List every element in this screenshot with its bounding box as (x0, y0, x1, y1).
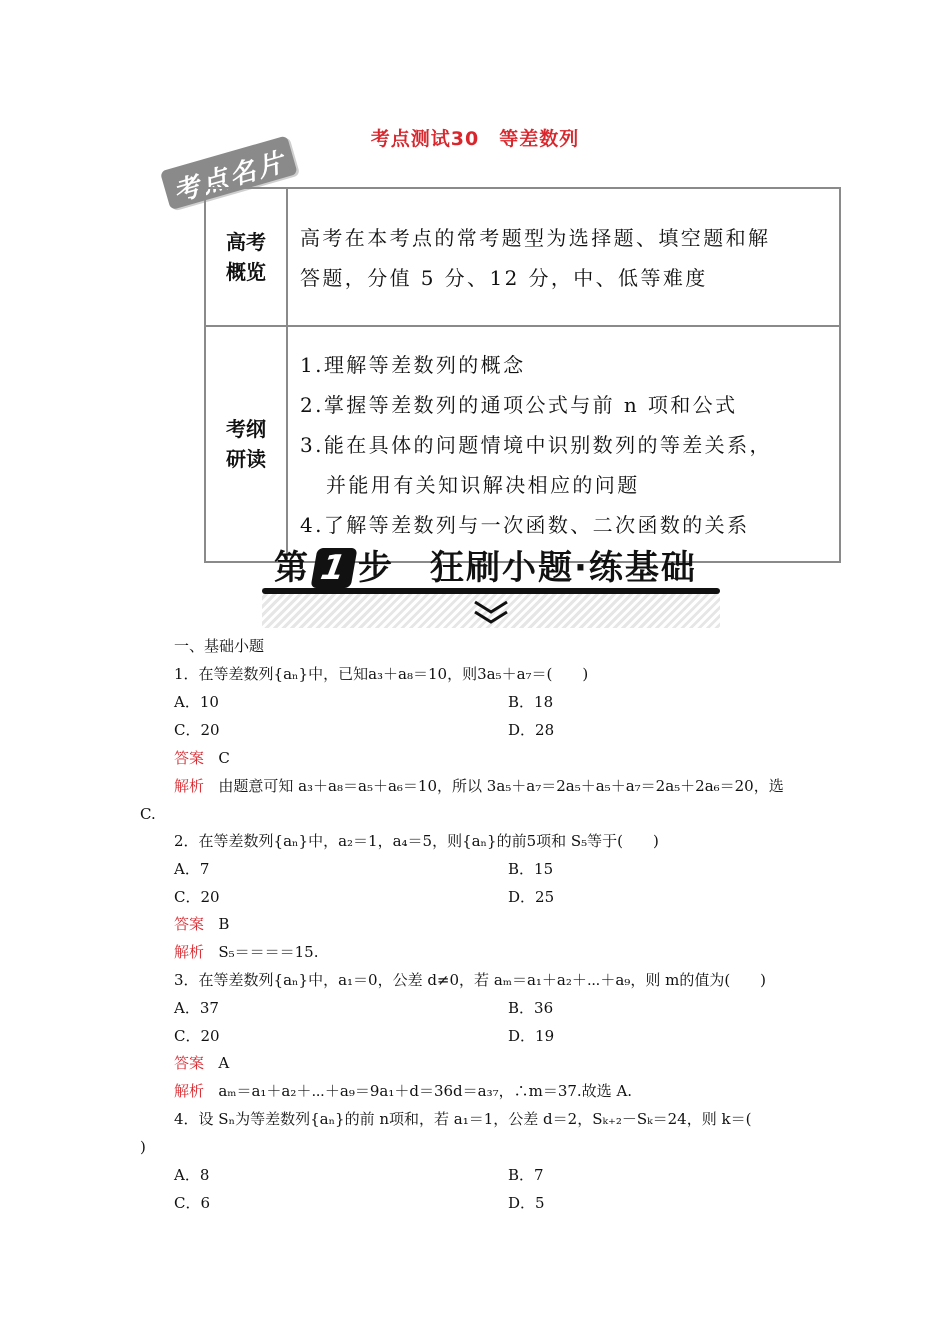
double-chevron-down-icon (471, 598, 511, 628)
q1-analysis-tail: C. (140, 805, 156, 823)
syllabus-item: 1.理解等差数列的概念 (300, 353, 526, 377)
question-1-stem: 1．在等差数列{aₙ}中，已知a₃＋a₈＝10，则3a₅＋a₇＝( ) (174, 665, 589, 683)
q2-option-d: D．25 (508, 888, 555, 906)
syllabus-item: 3.能在具体的问题情境中识别数列的等差关系， (300, 433, 772, 457)
q3-option-d: D．19 (508, 1027, 555, 1045)
step-number: 1 (310, 548, 357, 588)
q1-answer: 答案 C (174, 749, 230, 767)
overview-header-2: 考纲 研读 (205, 326, 287, 562)
q1-option-a: A．10 (174, 693, 219, 711)
q1-option-c: C．20 (174, 721, 220, 739)
q2-option-c: C．20 (174, 888, 220, 906)
overview-content-2 (287, 326, 840, 562)
q2-option-a: A．7 (174, 860, 210, 878)
page-title: 考点测试30 等差数列 (370, 128, 580, 150)
q3-option-a: A．37 (174, 999, 219, 1017)
syllabus-item: 2.掌握等差数列的通项公式与前 n 项和公式 (300, 393, 738, 417)
q3-analysis: 解析 aₘ＝a₁＋a₂＋⋯＋a₉＝9a₁＋d＝36d＝a₃₇，∴m＝37.故选 A. (174, 1082, 633, 1100)
q3-option-b: B．36 (508, 999, 554, 1017)
q4-option-b: B．7 (508, 1166, 544, 1184)
question-2-stem: 2．在等差数列{aₙ}中，a₂＝1，a₄＝5，则{aₙ}的前5项和 S₅等于( ) (174, 832, 659, 850)
step-heading: 第 1 步 狂刷小题·练基础 (274, 548, 697, 588)
q1-option-b: B．18 (508, 693, 554, 711)
overview-table (204, 187, 841, 563)
q1-analysis: 解析 由题意可知 a₃＋a₈＝a₅＋a₆＝10，所以 3a₅＋a₇＝2a₅＋a₅＋a₇＝2a₅＋2a₆＝20，选 (174, 777, 784, 795)
overview-content-1: 高考在本考点的常考题型为选择题、填空题和解 答题，分值 5 分、12 分，中、低等难度 (287, 188, 840, 326)
section-heading: 一、基础小题 (174, 637, 265, 655)
q2-answer: 答案 B (174, 915, 230, 933)
overview-header-1: 高考 概览 (205, 188, 287, 326)
badge-text: 考点名片 (170, 147, 291, 208)
q4-option-d: D．5 (508, 1194, 545, 1212)
q2-analysis: 解析 S₅＝＝＝＝15. (174, 943, 319, 961)
q3-option-c: C．20 (174, 1027, 220, 1045)
syllabus-item: 并能用有关知识解决相应的问题 (326, 473, 640, 497)
question-4-stem-tail: ) (140, 1138, 146, 1156)
step-banner-line (262, 588, 720, 594)
question-3-stem: 3．在等差数列{aₙ}中，a₁＝0，公差 d≠0，若 aₘ＝a₁＋a₂＋⋯＋a₉，则 m的值为( ) (174, 971, 767, 989)
q4-option-c: C．6 (174, 1194, 211, 1212)
q4-option-a: A．8 (174, 1166, 210, 1184)
q3-answer: 答案 A (174, 1054, 230, 1072)
question-4-stem: 4．设 Sₙ为等差数列{aₙ}的前 n项和，若 a₁＝1，公差 d＝2，Sₖ₊₂－Sₖ＝24，则 k＝( (174, 1110, 752, 1128)
q1-option-d: D．28 (508, 721, 555, 739)
syllabus-item: 4.了解等差数列与一次函数、二次函数的关系 (300, 513, 750, 537)
q2-option-b: B．15 (508, 860, 554, 878)
